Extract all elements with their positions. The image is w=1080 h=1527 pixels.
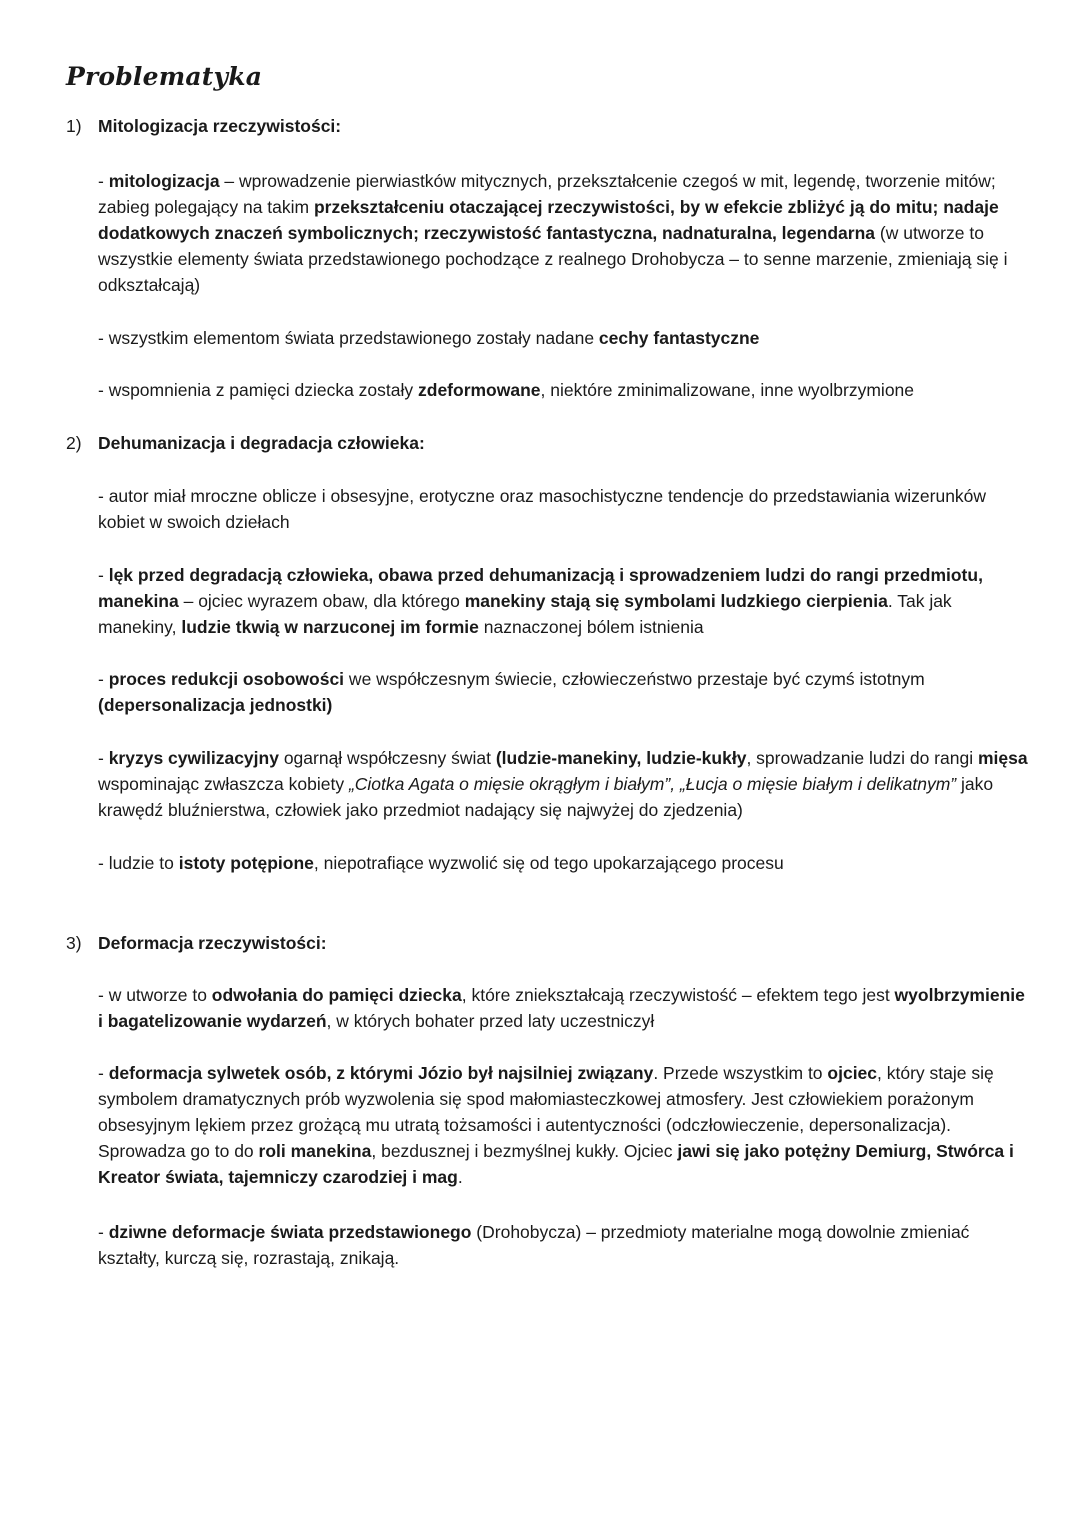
bold-text-run: zdeformowane [418,380,541,400]
text-run: - [98,1063,109,1083]
text-run: , niepotrafiące wyzwolić się od tego upokarzającego procesu [313,853,784,873]
text-run: wspominając zwłaszcza kobiety [98,774,349,794]
text-run: . Tak jak manekiny, [98,591,952,637]
text-run: , który staje się symbolem dramatycznych prób wyzwolenia się spod małomiasteczkowej atmosfery. Jest człowiekiem porażonym obsesyjnym lękiem przez grożącą mu utratą tożsamości i autentyczności (odczłowieczenie, depersonalizacja). Sprowadza go to do [98,1063,994,1161]
text-run: naznaczonej bólem istnienia [478,617,704,637]
section-title: Deformacja rzeczywistości: [98,933,327,953]
italic-text-run: „Ciotka Agata o mięsie okrągłym i białym”, „Łucja o mięsie białym i delikatnym” [348,774,957,794]
text-run: - [98,669,109,689]
bold-text-run: dziwne deformacje świata przedstawionego [108,1222,472,1242]
text-run: - wszystkim elementom świata przedstawionego zostały nadane [98,328,599,348]
text-run: , niektóre zminimalizowane, inne wyolbrzymione [540,380,915,400]
paragraph [98,745,1028,823]
text-run: , w których bohater przed laty uczestniczył [326,1011,655,1031]
paragraph [98,666,1028,718]
bold-text-run: odwołania do pamięci dziecka [211,985,462,1005]
page-title: Problematyka [66,62,263,91]
bold-text-run: manekiny stają się symbolami ludzkiego cierpienia [464,591,888,611]
text-run: . Przede wszystkim to [653,1063,828,1083]
text-run: - ludzie to [98,853,179,873]
text-run: (w utworze to wszystkie elementy świata przedstawionego pochodzące z realnego Drohobycza – to senne marzenie, zmieniają się i odkształcają) [98,223,1008,295]
text-run: we współczesnym świecie, człowieczeństwo przestaje być czymś istotnym [344,669,925,689]
paragraph [98,850,1028,876]
text-run: , bezdusznej i bezmyślnej kukły. Ojciec [371,1141,678,1161]
bold-text-run: mięsa [977,748,1028,768]
paragraph [98,168,1028,298]
bold-text-run: mitologizacja [108,171,220,191]
text-run: – wprowadzenie pierwiastków mitycznych, przekształcenie czegoś w mit, legendę, tworzenie mitów; zabieg polegający na takim [98,171,996,217]
section-title: Mitologizacja rzeczywistości: [98,116,342,136]
text-run: – ojciec wyrazem obaw, dla którego [178,591,465,611]
bold-text-run: (ludzie-manekiny, ludzie-kukły [495,748,747,768]
bold-text-run: cechy fantastyczne [598,328,760,348]
section-title: Dehumanizacja i degradacja człowieka: [98,433,425,453]
paragraph [98,982,1028,1034]
section-number: 1) [66,116,82,136]
paragraph [98,1219,1028,1271]
paragraph [98,562,1028,640]
section-heading [66,116,341,137]
bold-text-run: wyolbrzymienie i bagatelizowanie wydarzeń [98,985,1025,1031]
text-run: - autor miał mroczne oblicze i obsesyjne, erotyczne oraz masochistyczne tendencje do przedstawiania wizerunków kobiet w swoich dziełach [98,486,987,532]
text-run: , które zniekształcają rzeczywistość – efektem tego jest [461,985,895,1005]
section-number: 2) [66,433,82,453]
bold-text-run: jawi się jako potężny Demiurg, Stwórca i Kreator świata, tajemniczy czarodziej i mag [98,1141,1014,1187]
section-number: 3) [66,933,82,953]
bold-text-run: deformacja sylwetek osób, z którymi Józio był najsilniej związany [108,1063,654,1083]
text-run: - wspomnienia z pamięci dziecka zostały [98,380,418,400]
bold-text-run: przekształceniu otaczającej rzeczywistości, by w efekcie zbliżyć ją do mitu; nadaje dodatkowych znaczeń symbolicznych; rzeczywistość fantastyczna, nadnaturalna, legendarna [98,197,999,243]
text-run: . [457,1167,463,1187]
text-run: jako krawędź bluźnierstwa, człowiek jako przedmiot nadający się najwyżej do zjedzenia) [98,774,994,820]
text-run: - [98,1222,109,1242]
bold-text-run: ojciec [827,1063,878,1083]
text-run: - [98,171,109,191]
bold-text-run: ludzie tkwią w narzuconej im formie [181,617,479,637]
text-run: - [98,565,109,585]
text-run: , sprowadzanie ludzi do rangi [746,748,978,768]
bold-text-run: lęk przed degradacją człowieka, obawa przed dehumanizacją i sprowadzeniem ludzi do rangi przedmiotu, manekina [98,565,983,611]
paragraph [98,377,1028,403]
text-run: ogarnął współczesny świat [278,748,496,768]
bold-text-run: roli manekina [258,1141,372,1161]
bold-text-run: proces redukcji osobowości [108,669,345,689]
bold-text-run: kryzys cywilizacyjny [108,748,279,768]
paragraph [98,1060,1028,1190]
text-run: - [98,748,109,768]
paragraph [98,483,1028,535]
text-run: - w utworze to [98,985,212,1005]
section-heading [66,433,425,454]
bold-text-run: (depersonalizacja jednostki) [98,695,333,715]
text-run: (Drohobycza) – przedmioty materialne mogą dowolnie zmieniać kształty, kurczą się, rozrastają, znikają. [98,1222,970,1268]
bold-text-run: istoty potępione [178,853,314,873]
paragraph [98,325,1028,351]
section-heading [66,933,327,954]
